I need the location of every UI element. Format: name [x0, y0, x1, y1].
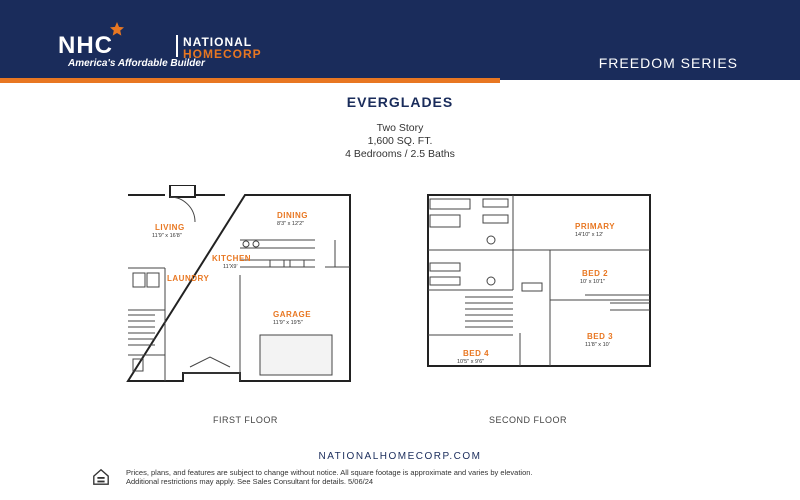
room-bed2-dim: 10' x 10'1" — [580, 279, 606, 285]
logo-mark: NHC — [58, 32, 113, 59]
room-garage: GARAGE — [273, 310, 312, 319]
room-bed3: BED 3 — [587, 332, 614, 341]
company-logo[interactable] — [58, 22, 298, 72]
website-link[interactable]: NATIONALHOMECORP.COM — [318, 451, 482, 462]
room-garage-dim: 11'9" x 19'5" — [273, 320, 303, 326]
room-bed2: BED 2 — [582, 269, 609, 278]
first-floor-label: FIRST FLOOR — [213, 415, 278, 425]
room-primary: PRIMARY — [575, 222, 616, 231]
room-bed4-dim: 10'5" x 9'6" — [457, 359, 485, 365]
room-dining: DINING — [277, 211, 308, 220]
logo-divider — [176, 35, 178, 57]
room-dining-dim: 8'3" x 12'2" — [277, 221, 305, 227]
room-living: LIVING — [155, 223, 185, 232]
logo-tagline: America's Affordable Builder — [68, 58, 205, 69]
plan-sqft: 1,600 SQ. FT. — [367, 135, 433, 147]
room-primary-dim: 14'10" x 12' — [575, 232, 604, 238]
logo-national: NATIONAL — [183, 35, 253, 49]
plan-beds-baths: 4 Bedrooms / 2.5 Baths — [345, 148, 455, 160]
room-kitchen: KITCHEN — [212, 254, 252, 263]
disclaimer — [126, 468, 746, 486]
logo-homecorp: HOMECORP — [183, 47, 262, 61]
equal-housing-icon — [92, 468, 110, 486]
plan-stories: Two Story — [376, 122, 424, 134]
plan-title: EVERGLADES — [346, 94, 454, 110]
series-name: FREEDOM SERIES — [598, 55, 738, 71]
room-bed3-dim: 11'8" x 10' — [585, 342, 610, 348]
header-accent-stripe — [0, 78, 500, 83]
room-bed4: BED 4 — [463, 349, 490, 358]
second-floor-plan — [425, 185, 655, 385]
disclaimer-line-2: Additional restrictions may apply. See Sales Consultant for details. 5/06/24 — [126, 477, 374, 486]
disclaimer-line-1: Prices, plans, and features are subject to change without notice. All square footage is approximate and varies by elevation. — [126, 468, 533, 477]
room-laundry: LAUNDRY — [167, 274, 210, 283]
room-kitchen-dim: 11'X9' — [223, 264, 238, 270]
first-floor-plan — [125, 185, 360, 403]
second-floor-label: SECOND FLOOR — [489, 415, 568, 425]
room-living-dim: 11'9" x 16'8" — [152, 233, 182, 239]
